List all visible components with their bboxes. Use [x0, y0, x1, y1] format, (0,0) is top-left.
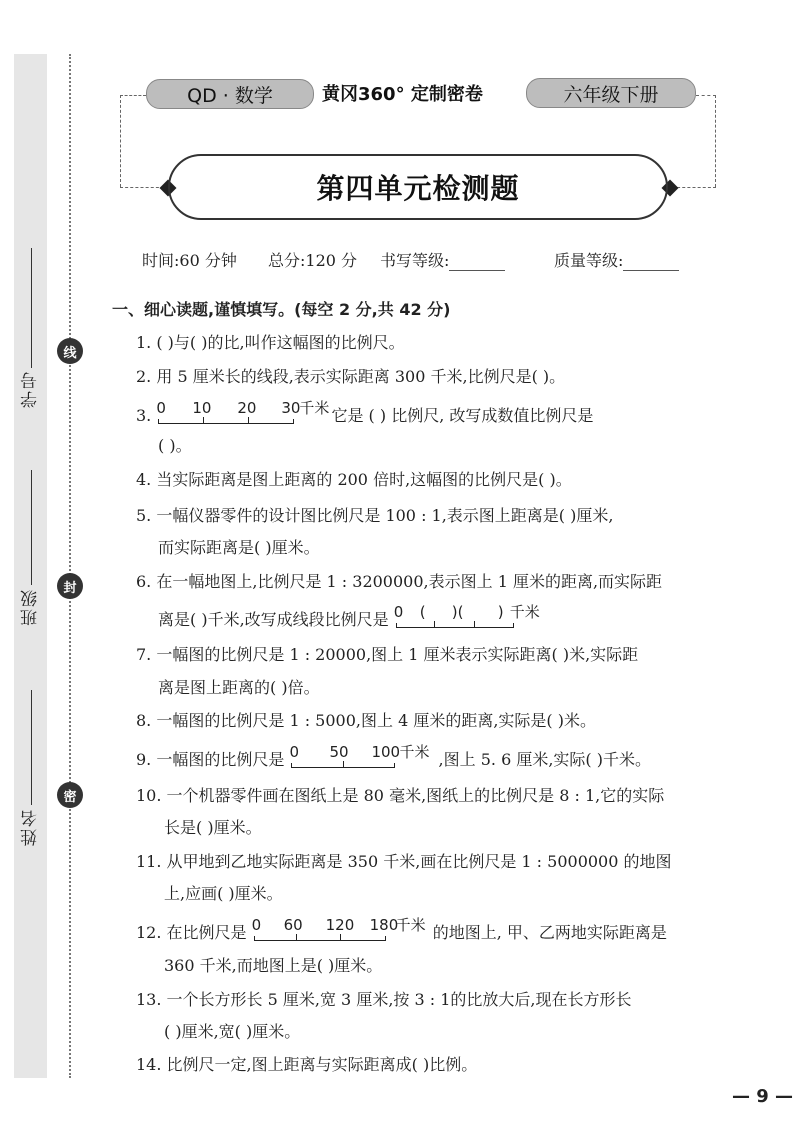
scale-label: 100 — [371, 743, 401, 761]
frame-dash — [120, 187, 164, 188]
question-14: 14. 比例尺一定,图上距离与实际距离成( )比例。 — [136, 1055, 478, 1074]
frame-dash — [715, 95, 716, 187]
scale-bar-line — [158, 419, 294, 424]
question-2: 2. 用 5 厘米长的线段,表示实际距离 300 千米,比例尺是( )。 — [136, 367, 566, 386]
title-box — [168, 154, 668, 220]
feng-seal: 封 — [57, 573, 83, 599]
banji-label: 班级 — [21, 588, 41, 626]
scale-bar-line — [396, 623, 514, 628]
q6-text: 离是( )千米,改写成线段比例尺是 — [158, 610, 389, 629]
scale-tick — [203, 417, 204, 424]
question-12-cont: 360 千米,而地图上是( )厘米。 — [164, 956, 383, 975]
q12-text-post: 的地图上, 甲、乙两地实际距离是 — [432, 923, 667, 942]
scale-bar-q12 — [252, 917, 428, 943]
writing-grade-label: 书写等级: — [380, 251, 450, 270]
xuehao-line — [31, 248, 32, 368]
q3-number: 3. — [136, 406, 152, 425]
scale-bar-q9 — [289, 744, 433, 770]
scale-unit: 千米 — [399, 743, 430, 761]
series-title: 黄冈360° 定制密卷 — [322, 84, 483, 105]
xuehao-label: 学号 — [21, 370, 41, 408]
question-5: 5. 一幅仪器零件的设计图比例尺是 100 : 1,表示图上距离是( )厘米, — [136, 506, 614, 525]
scale-bar-q6 — [394, 604, 550, 630]
question-9 — [136, 744, 651, 770]
scale-label[interactable]: )( — [451, 603, 464, 621]
scale-unit: 千米 — [395, 916, 426, 934]
question-3-cont: ( )。 — [158, 436, 192, 455]
frame-dash — [120, 95, 121, 187]
scale-tick — [474, 621, 475, 628]
xingming-label: 姓名 — [21, 808, 41, 846]
scale-unit: 千米 — [509, 603, 540, 621]
scale-tick — [343, 761, 344, 768]
page-number: — 9 — — [732, 1086, 794, 1107]
scale-label: 10 — [192, 399, 212, 417]
question-7: 7. 一幅图的比例尺是 1 : 20000,图上 1 厘米表示实际距离( )米,实际距 — [136, 645, 639, 664]
question-10: 10. 一个机器零件画在图纸上是 80 毫米,图纸上的比例尺是 8 : 1,它的实际 — [136, 786, 665, 805]
page-title: 第四单元检测题 — [316, 172, 520, 205]
question-4: 4. 当实际距离是图上距离的 200 倍时,这幅图的比例尺是( )。 — [136, 470, 572, 489]
q12-text: 12. 在比例尺是 — [136, 923, 247, 942]
scale-label: 0 — [289, 743, 299, 761]
frame-dash — [696, 95, 716, 96]
total-info: 总分:120 分 — [268, 251, 358, 270]
q9-text-post: ,图上 5. 6 厘米,实际( )千米。 — [438, 750, 651, 769]
section-title: 一、细心读题,谨慎填写。(每空 2 分,共 42 分) — [112, 300, 451, 319]
scale-unit: 千米 — [299, 399, 330, 417]
question-13-cont: ( )厘米,宽( )厘米。 — [164, 1022, 301, 1041]
question-13: 13. 一个长方形长 5 厘米,宽 3 厘米,按 3 : 1的比放大后,现在长方形长 — [136, 990, 632, 1009]
scale-label: 30 — [281, 399, 301, 417]
scale-label: 20 — [237, 399, 257, 417]
quality-grade-blank[interactable] — [623, 254, 679, 271]
question-3 — [136, 400, 593, 426]
quality-grade-label: 质量等级: — [554, 251, 624, 270]
question-7-cont: 离是图上距离的( )倍。 — [158, 678, 320, 697]
grade-pill: 六年级下册 — [526, 78, 696, 108]
scale-label: 120 — [325, 916, 355, 934]
cut-line — [69, 54, 71, 1078]
subject-pill: QD · 数学 — [146, 79, 314, 109]
frame-dash — [120, 95, 146, 96]
writing-grade — [380, 248, 505, 271]
question-8: 8. 一幅图的比例尺是 1 : 5000,图上 4 厘米的距离,实际是( )米。 — [136, 711, 596, 730]
xian-seal: 线 — [57, 338, 83, 364]
q3-text: 它是 ( ) 比例尺, 改写成数值比例尺是 — [331, 406, 594, 425]
scale-label: 50 — [329, 743, 349, 761]
scale-label[interactable]: ) — [497, 603, 504, 621]
quality-grade — [554, 248, 679, 271]
question-1: 1. ( )与( )的比,叫作这幅图的比例尺。 — [136, 333, 405, 352]
scale-label[interactable]: ( — [419, 603, 426, 621]
question-6-cont — [158, 604, 550, 630]
scale-tick — [340, 934, 341, 941]
scale-bar-q3 — [156, 399, 330, 426]
scale-tick — [248, 417, 249, 424]
question-6: 6. 在一幅地图上,比例尺是 1 : 3200000,表示图上 1 厘米的距离,而实际距 — [136, 572, 663, 591]
q9-text: 9. 一幅图的比例尺是 — [136, 750, 285, 769]
scale-bar-line — [254, 936, 386, 941]
scale-label: 0 — [156, 399, 166, 417]
mi-seal: 密 — [57, 782, 83, 808]
scale-label: 180 — [369, 916, 399, 934]
scale-label: 0 — [393, 603, 404, 621]
question-12 — [136, 917, 667, 943]
scale-tick — [434, 621, 435, 628]
scale-label: 60 — [283, 916, 303, 934]
question-10-cont: 长是( )厘米。 — [164, 818, 262, 837]
question-11-cont: 上,应画( )厘米。 — [164, 884, 283, 903]
scale-tick — [296, 934, 297, 941]
question-5-cont: 而实际距离是( )厘米。 — [158, 538, 320, 557]
banji-line — [31, 470, 32, 585]
writing-grade-blank[interactable] — [449, 254, 505, 271]
time-info: 时间:60 分钟 — [142, 251, 237, 270]
question-11: 11. 从甲地到乙地实际距离是 350 千米,画在比例尺是 1 : 5000000 的地图 — [136, 852, 672, 871]
scale-label: 0 — [251, 916, 262, 934]
xingming-line — [31, 690, 32, 805]
